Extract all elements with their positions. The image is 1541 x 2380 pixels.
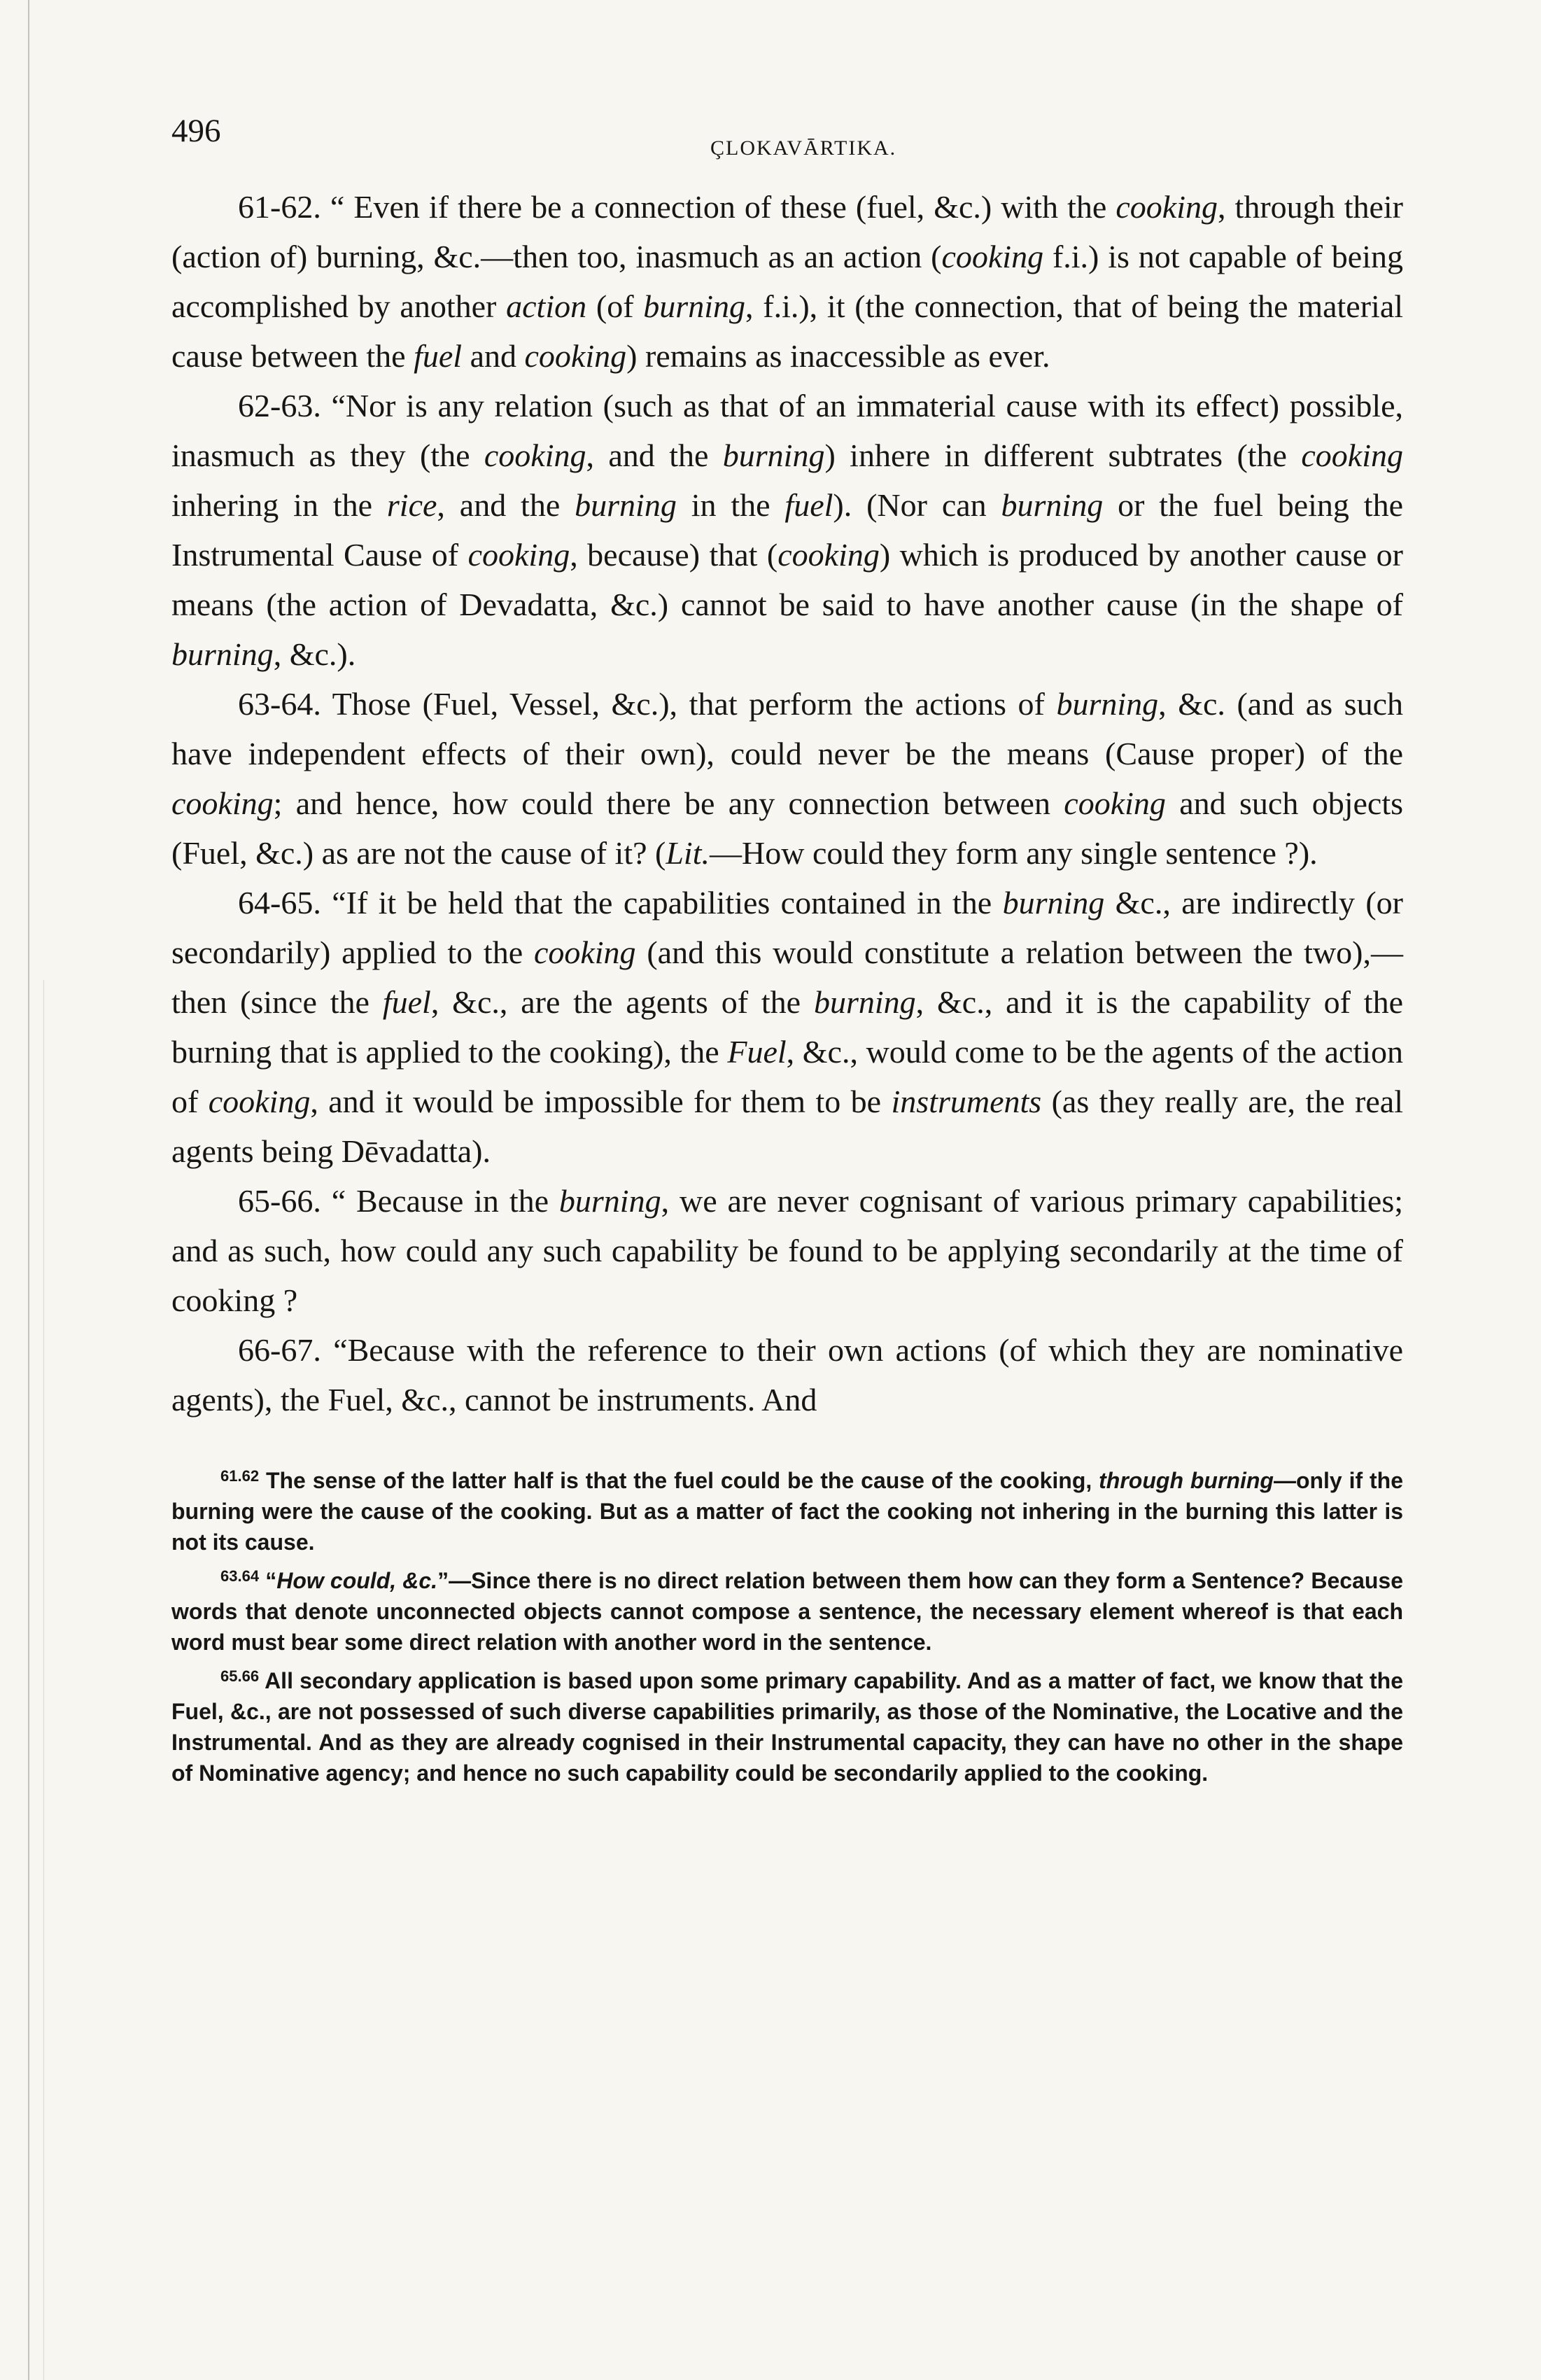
footnote-marker: 63.64 [220,1567,260,1585]
page-number: 496 [171,113,221,149]
verse-number: 65-66. [238,1183,321,1219]
verse-paragraph: 64-65. “If it be held that the capabilities contained in the burning &c., are indirectly (or secondarily) applied to the cooking (and this would constitute a relation between the two),—then (since the fuel, &c., are the agents of the burning, &c., and it is the capability of the burning that is applied to the cooking), the Fuel, &c., would come to be the agents of the action of cooking, and it would be impossible for them to be instruments (as they really are, the real agents being Dēvadatta). [171,885,1404,1169]
footnote-marker: 65.66 [220,1667,260,1685]
footnotes [171,1461,1403,1788]
verse-number: 63-64. [238,686,321,722]
verse-paragraph: 61-62. “ Even if there be a connection of these (fuel, &c.) with the cooking, through their (action of) burning, &c.—then too, inasmuch as an action (cooking f.i.) is not capable of being accomplished by another action (of burning, f.i.), it (the connection, that of being the material cause between the fuel and cooking) remains as inaccessible as ever. [171,189,1404,374]
page-header [171,105,1403,182]
running-title: ÇLOKAVĀRTIKA. [710,136,897,160]
footnote: $^{61.62}$ The sense of the latter half is that the fuel could be the cause of the cooking, through burning—only if the burning were the cause of the cooking. But as a matter of fact the cooking not inhering in the burning this latter is not its cause. [171,1467,1404,1555]
verse-number: 61-62. [238,189,321,225]
verse-paragraph: 62-63. “Nor is any relation (such as that of an immaterial cause with its effect) possible, inasmuch as they (the cooking, and the burning) inhere in different subtrates (the cooking inhering in the rice, and the burning in the fuel). (Nor can burning or the fuel being the Instrumental Cause of cooking, because) that (cooking) which is produced by another cause or means (the action of Devadatta, &c.) cannot be said to have another cause (in the shape of burning, &c.). [171,388,1404,672]
page-spine-edge [28,0,29,2380]
main-text [171,182,1403,1424]
verse-number: 62-63. [238,388,321,424]
verse-number: 64-65. [238,885,321,920]
verse-paragraph: 65-66. “ Because in the burning, we are never cognisant of various primary capabilities; and as such, how could any such capability be found to be applying secondarily at the time of cooking ? [171,1183,1403,1318]
verse-paragraph: 63-64. Those (Fuel, Vessel, &c.), that perform the actions of burning, &c. (and as such have independent effects of their own), could never be the means (Cause proper) of the cooking; and hence, how could there be any connection between cooking and such objects (Fuel, &c.) as are not the cause of it? (Lit.—How could they form any single sentence ?). [171,686,1403,871]
verse-paragraph: 66-67. “Because with the reference to their own actions (of which they are nominative agents), the Fuel, &c., cannot be instruments. And [171,1332,1404,1418]
footnote: $^{65.66}$ All secondary application is based upon some primary capability. And as a matter of fact, we know that the Fuel, &c., are not possessed of such diverse capabilities primarily, as those of the Nominative, the Locative and the Instrumental. And as they are already cognised in their Instrumental capacity, they can have no other in the shape of Nominative agency; and hence no such capability could be secondarily applied to the cooking. [171,1667,1404,1786]
page-gutter-shadow [43,980,44,2380]
footnote-marker: 61.62 [220,1467,260,1485]
footnote: $^{63.64}$ “How could, &c.”—Since there is no direct relation between them how can they form a Sentence? Because words that denote unconnected objects cannot compose a sentence, the necessary element whereof is that each word must bear some direct relation with another word in the sentence. [171,1567,1404,1655]
book-page [171,105,1403,1792]
verse-number: 66-67. [238,1332,321,1368]
